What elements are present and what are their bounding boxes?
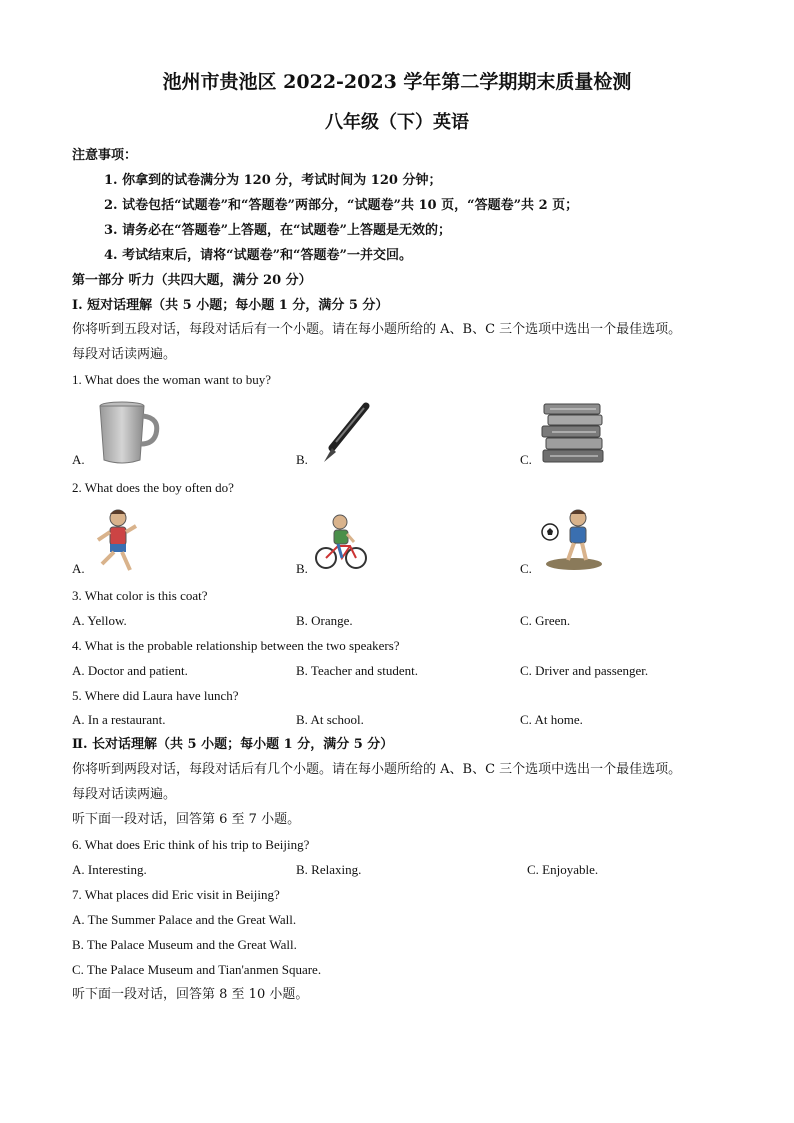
option-c[interactable]: C. [520, 452, 532, 467]
option-b[interactable]: B. [296, 561, 308, 576]
soccer-boy-icon [538, 506, 604, 572]
option-a[interactable]: A. Yellow. [72, 613, 127, 628]
note-item: 2. 试卷包括“试题卷”和“答题卷”两部分，“试题卷”共 10 页，“答题卷”共 2 页； [104, 198, 579, 213]
running-boy-icon [92, 508, 142, 574]
section-heading: I. 短对话理解（共 5 小题；每小题 1 分，满分 5 分） [72, 298, 389, 313]
instruction-text: 你将听到两段对话，每段对话后有几个小题。请在每小题所给的 A、B、C 三个选项中选出一个最佳选项。 [72, 762, 682, 777]
exam-title: 池州市贵池区 2022-2023 学年第二学期期末质量检测 [162, 71, 632, 93]
option-c[interactable]: C. At home. [520, 712, 583, 727]
option-a[interactable]: A. [72, 561, 85, 576]
books-icon [540, 402, 606, 464]
option-a[interactable]: A. Interesting. [72, 862, 147, 877]
notes-heading: 注意事项： [72, 148, 138, 163]
question-2: 2. What does the boy often do? [72, 480, 234, 495]
listen-instruction: 听下面一段对话，回答第 6 至 7 小题。 [72, 812, 301, 827]
option-b[interactable]: B. Teacher and student. [296, 663, 418, 678]
option-a[interactable]: A. In a restaurant. [72, 712, 166, 727]
option-b[interactable]: B. Relaxing. [296, 862, 362, 877]
cycling-boy-icon [314, 512, 368, 572]
note-item: 3. 请务必在“答题卷”上答题，在“试题卷”上答题是无效的； [104, 223, 452, 238]
mug-icon [98, 400, 160, 466]
listen-instruction: 听下面一段对话，回答第 8 至 10 小题。 [72, 987, 309, 1002]
option-b[interactable]: B. Orange. [296, 613, 353, 628]
exam-subtitle: 八年级（下）英语 [325, 112, 469, 133]
question-5: 5. Where did Laura have lunch? [72, 688, 239, 703]
section-heading: Ⅱ. 长对话理解（共 5 小题；每小题 1 分，满分 5 分） [72, 737, 394, 752]
instruction-text: 每段对话读两遍。 [72, 787, 177, 802]
question-7: 7. What places did Eric visit in Beijing? [72, 887, 280, 902]
option-c[interactable]: C. Driver and passenger. [520, 663, 649, 678]
question-1: 1. What does the woman want to buy? [72, 372, 272, 387]
question-6: 6. What does Eric think of his trip to Beijing? [72, 837, 310, 852]
option-c[interactable]: C. Enjoyable. [527, 862, 599, 877]
pen-icon [312, 402, 372, 466]
option-c[interactable]: C. Green. [520, 613, 571, 628]
question-4: 4. What is the probable relationship between the two speakers? [72, 638, 400, 653]
instruction-text: 你将听到五段对话，每段对话后有一个小题。请在每小题所给的 A、B、C 三个选项中选出一个最佳选项。 [72, 322, 682, 337]
question-3: 3. What color is this coat? [72, 588, 208, 603]
option-b[interactable]: B. The Palace Museum and the Great Wall. [72, 937, 297, 952]
option-b[interactable]: B. [296, 452, 308, 467]
part-heading: 第一部分 听力（共四大题，满分 20 分） [72, 273, 312, 288]
option-a[interactable]: A. [72, 452, 85, 467]
option-a[interactable]: A. The Summer Palace and the Great Wall. [72, 912, 297, 927]
option-b[interactable]: B. At school. [296, 712, 364, 727]
option-a[interactable]: A. Doctor and patient. [72, 663, 188, 678]
note-item: 1. 你拿到的试卷满分为 120 分，考试时间为 120 分钟； [104, 173, 442, 188]
instruction-text: 每段对话读两遍。 [72, 347, 177, 362]
option-c[interactable]: C. [520, 561, 532, 576]
note-item: 4. 考试结束后，请将“试题卷”和“答题卷”一并交回。 [104, 248, 413, 263]
option-c[interactable]: C. The Palace Museum and Tian'anmen Square. [72, 962, 322, 977]
